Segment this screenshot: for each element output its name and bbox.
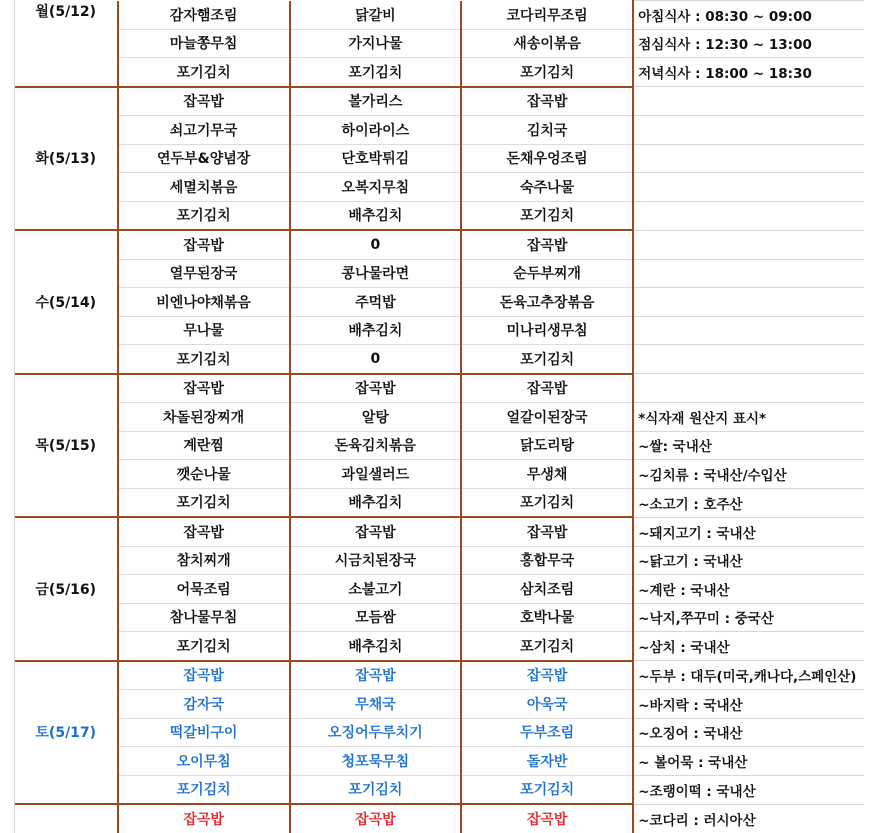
notes-cell: ~소고기 : 호주산	[633, 488, 864, 517]
menu-row	[15, 87, 864, 116]
dinner-item: 잡곡밥	[461, 517, 633, 546]
notes-cell	[633, 173, 864, 202]
menu-row	[15, 144, 864, 173]
dinner-item: 잡곡밥	[461, 374, 633, 403]
dinner-item: 호박나물	[461, 603, 633, 632]
notes-cell	[633, 116, 864, 145]
menu-row	[15, 173, 864, 202]
notes-cell: ~바지락 : 국내산	[633, 690, 864, 719]
notes-cell: ~닭고기 : 국내산	[633, 546, 864, 575]
lunch-item: 배추김치	[290, 201, 461, 230]
lunch-item: 과일샐러드	[290, 460, 461, 489]
notes-cell: ~계란 : 국내산	[633, 575, 864, 604]
dinner-item: 미나리생무침	[461, 316, 633, 345]
breakfast-item: 잡곡밥	[118, 661, 290, 690]
lunch-item: 청포묵무침	[290, 747, 461, 776]
dinner-item: 잡곡밥	[461, 87, 633, 116]
breakfast-item: 참나물무침	[118, 603, 290, 632]
dinner-item: 홍합무국	[461, 546, 633, 575]
lunch-item: 배추김치	[290, 316, 461, 345]
day-label: 월(5/12)	[15, 1, 118, 87]
lunch-item: 무채국	[290, 690, 461, 719]
lunch-item: 소불고기	[290, 575, 461, 604]
breakfast-item: 잡곡밥	[118, 517, 290, 546]
menu-row	[15, 29, 864, 58]
lunch-item: 0	[290, 345, 461, 374]
notes-cell: ~삼치 : 국내산	[633, 632, 864, 661]
notes-cell: 저녁식사 : 18:00 ~ 18:30	[633, 58, 864, 87]
dinner-item: 닭도리탕	[461, 431, 633, 460]
dinner-item: 잡곡밥	[461, 230, 633, 259]
breakfast-item: 연두부&양념장	[118, 144, 290, 173]
breakfast-item: 비엔나야채볶음	[118, 288, 290, 317]
lunch-item: 오복지무침	[290, 173, 461, 202]
lunch-item: 모듬쌈	[290, 603, 461, 632]
notes-cell	[633, 230, 864, 259]
menu-row	[15, 747, 864, 776]
menu-row	[15, 460, 864, 489]
notes-cell	[633, 201, 864, 230]
menu-row	[15, 116, 864, 145]
weekly-menu-grid	[14, 0, 864, 833]
lunch-item: 0	[290, 230, 461, 259]
notes-cell: ~김치류 : 국내산/수입산	[633, 460, 864, 489]
breakfast-item: 깻순나물	[118, 460, 290, 489]
menu-row	[15, 431, 864, 460]
lunch-item: 배추김치	[290, 632, 461, 661]
menu-row	[15, 775, 864, 804]
breakfast-item: 쇠고기무국	[118, 116, 290, 145]
menu-row	[15, 632, 864, 661]
breakfast-item: 참치찌개	[118, 546, 290, 575]
day-label: 토(5/17)	[15, 661, 118, 805]
dinner-item: 숙주나물	[461, 173, 633, 202]
dinner-item: 두부조림	[461, 718, 633, 747]
menu-row	[15, 259, 864, 288]
notes-cell	[633, 87, 864, 116]
notes-cell	[633, 316, 864, 345]
breakfast-item: 세멸치볶음	[118, 173, 290, 202]
menu-row	[15, 603, 864, 632]
dinner-item: 돌자반	[461, 747, 633, 776]
breakfast-item: 오이무침	[118, 747, 290, 776]
lunch-item: 포기김치	[290, 58, 461, 87]
breakfast-item: 잡곡밥	[118, 374, 290, 403]
menu-row	[15, 575, 864, 604]
day-label: 화(5/13)	[15, 87, 118, 231]
dinner-item: 포기김치	[461, 632, 633, 661]
dinner-item: 잡곡밥	[461, 661, 633, 690]
notes-cell: *식자재 원산지 표시*	[633, 403, 864, 432]
breakfast-item: 떡갈비구이	[118, 718, 290, 747]
menu-row	[15, 374, 864, 403]
breakfast-item: 계란찜	[118, 431, 290, 460]
dinner-item: 순두부찌개	[461, 259, 633, 288]
menu-table	[15, 0, 864, 833]
menu-row	[15, 403, 864, 432]
breakfast-item: 마늘쫑무침	[118, 29, 290, 58]
dinner-item: 잡곡밥	[461, 804, 633, 833]
breakfast-item: 포기김치	[118, 345, 290, 374]
breakfast-item: 감자햄조림	[169, 7, 238, 24]
day-label: 금(5/16)	[15, 517, 118, 661]
dinner-item: 포기김치	[461, 345, 633, 374]
breakfast-item: 무나물	[118, 316, 290, 345]
menu-row	[15, 804, 864, 833]
dinner-item: 돈육고추장볶음	[461, 288, 633, 317]
menu-row	[15, 661, 864, 690]
dinner-item: 포기김치	[461, 488, 633, 517]
lunch-item: 알탕	[290, 403, 461, 432]
breakfast-item: 어묵조림	[118, 575, 290, 604]
dinner-item: 삼치조림	[461, 575, 633, 604]
menu-row	[15, 546, 864, 575]
notes-cell	[633, 345, 864, 374]
dinner-item: 아욱국	[461, 690, 633, 719]
notes-cell	[633, 144, 864, 173]
lunch-item: 잡곡밥	[290, 661, 461, 690]
menu-row	[15, 488, 864, 517]
breakfast-item: 감자국	[118, 690, 290, 719]
notes-cell: ~낙지,쭈꾸미 : 중국산	[633, 603, 864, 632]
dinner-item: 돈채우엉조림	[461, 144, 633, 173]
dinner-item: 김치국	[461, 116, 633, 145]
breakfast-item: 포기김치	[118, 58, 290, 87]
breakfast-item: 차돌된장찌개	[118, 403, 290, 432]
menu-row	[15, 517, 864, 546]
notes-cell: ~돼지고기 : 국내산	[633, 517, 864, 546]
day-label: 목(5/15)	[15, 374, 118, 518]
notes-cell	[633, 259, 864, 288]
notes-cell: ~코다리 : 러시아산	[633, 804, 864, 833]
notes-cell: ~조랭이떡 : 국내산	[633, 775, 864, 804]
menu-row	[15, 288, 864, 317]
breakfast-item: 잡곡밥	[118, 804, 290, 833]
menu-row	[15, 201, 864, 230]
lunch-item: 시금치된장국	[290, 546, 461, 575]
notes-cell: 점심식사 : 12:30 ~ 13:00	[633, 29, 864, 58]
lunch-item: 볼가리스	[290, 87, 461, 116]
notes-cell: ~두부 : 대두(미국,캐나다,스페인산)	[633, 661, 864, 690]
breakfast-item: 잡곡밥	[118, 87, 290, 116]
breakfast-item: 포기김치	[118, 775, 290, 804]
menu-row	[15, 230, 864, 259]
lunch-item: 단호박튀김	[290, 144, 461, 173]
lunch-item: 닭갈비	[290, 1, 461, 30]
lunch-item: 하이라이스	[290, 116, 461, 145]
lunch-item: 잡곡밥	[290, 374, 461, 403]
breakfast-item: 포기김치	[118, 632, 290, 661]
lunch-item: 잡곡밥	[290, 804, 461, 833]
menu-row	[15, 718, 864, 747]
dinner-item: 코다리무조림	[461, 1, 633, 30]
dinner-item: 포기김치	[461, 201, 633, 230]
menu-row	[15, 690, 864, 719]
breakfast-item: 포기김치	[118, 488, 290, 517]
breakfast-item: 열무된장국	[118, 259, 290, 288]
menu-row	[15, 316, 864, 345]
breakfast-item: 잡곡밥	[118, 230, 290, 259]
lunch-item: 포기김치	[290, 775, 461, 804]
dinner-item: 얼갈이된장국	[461, 403, 633, 432]
day-label: 수(5/14)	[15, 230, 118, 374]
notes-cell: ~쌀: 국내산	[633, 431, 864, 460]
dinner-item: 포기김치	[461, 775, 633, 804]
lunch-item: 주먹밥	[290, 288, 461, 317]
dinner-item: 포기김치	[461, 58, 633, 87]
notes-cell	[633, 288, 864, 317]
menu-row	[15, 1, 864, 30]
lunch-item: 가지나물	[290, 29, 461, 58]
breakfast-item: 포기김치	[118, 201, 290, 230]
dinner-item: 새송이볶음	[461, 29, 633, 58]
dinner-item: 무생채	[461, 460, 633, 489]
notes-cell: ~오징어 : 국내산	[633, 718, 864, 747]
notes-cell: 아침식사 : 08:30 ~ 09:00	[633, 1, 864, 30]
lunch-item: 돈육김치볶음	[290, 431, 461, 460]
day-label	[15, 804, 118, 833]
lunch-item: 콩나물라면	[290, 259, 461, 288]
notes-cell: ~ 볼어묵 : 국내산	[633, 747, 864, 776]
lunch-item: 배추김치	[290, 488, 461, 517]
menu-row	[15, 58, 864, 87]
menu-row	[15, 345, 864, 374]
notes-cell	[633, 374, 864, 403]
lunch-item: 오징어두루치기	[290, 718, 461, 747]
lunch-item: 잡곡밥	[290, 517, 461, 546]
